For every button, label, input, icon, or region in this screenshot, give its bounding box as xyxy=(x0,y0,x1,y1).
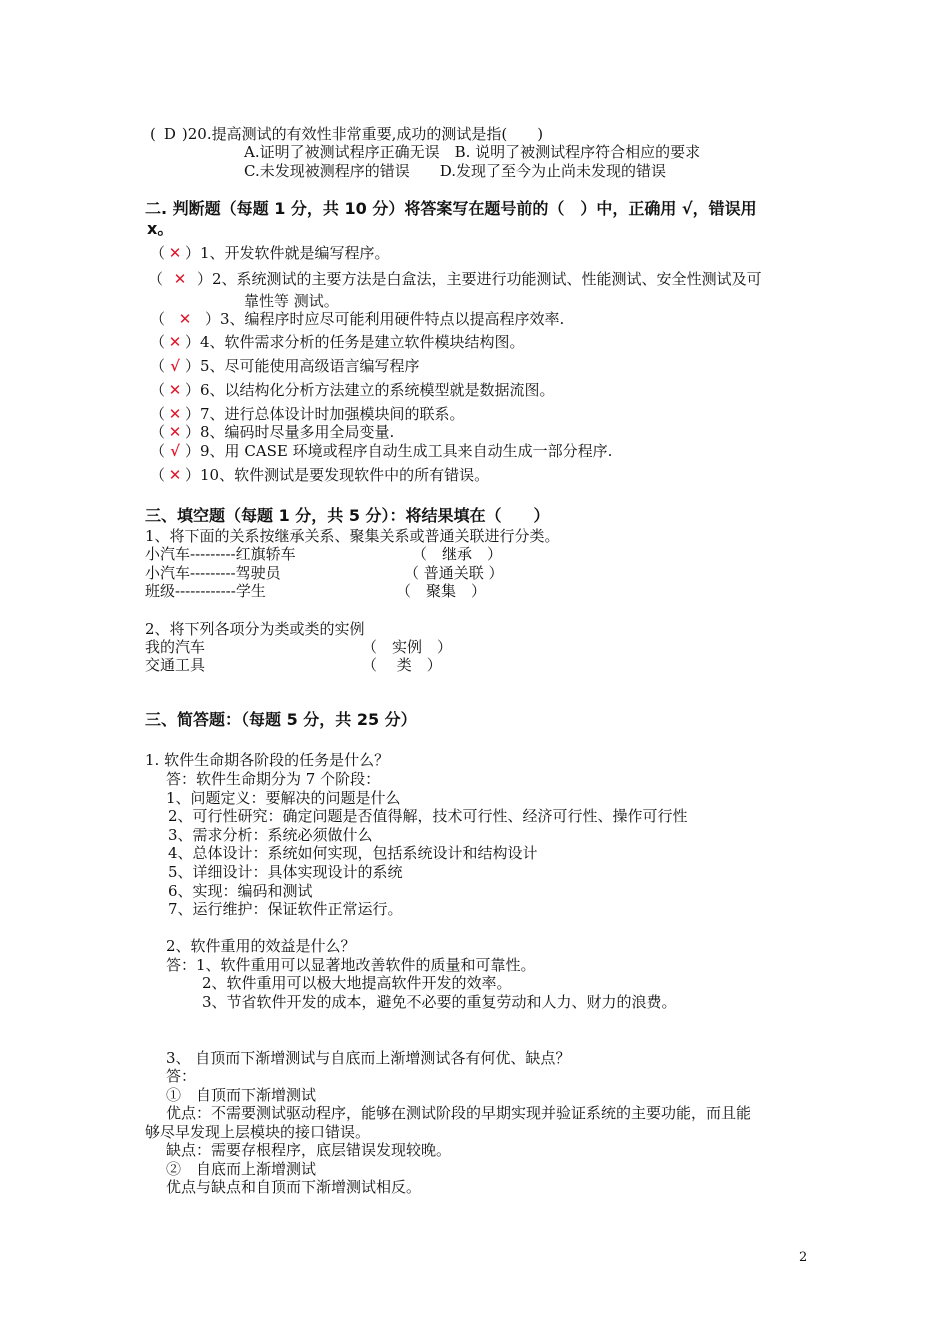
section4-title: 三、简答题：（每题 5 分，共 25 分） xyxy=(145,710,417,729)
short-a3-pro: 优点：不需要测试驱动程序，能够在测试阶段的早期实现并验证系统的主要功能，而且能 xyxy=(166,1104,752,1122)
short-a1-item-1: 1、问题定义：要解决的问题是什么 xyxy=(166,789,401,807)
judge-item-3: （ ✕ ）3、编程序时应尽可能利用硬件特点以提高程序效率. xyxy=(150,310,565,328)
short-a3-pro-cont: 够尽早发现上层模块的接口错误。 xyxy=(145,1123,371,1141)
pair-left-3: 班级------------学生 xyxy=(145,582,266,600)
pair-answer-2: （ 普通关联 ） xyxy=(404,564,504,582)
short-a2-2: 2、软件重用可以极大地提高软件开发的效率。 xyxy=(202,974,512,992)
cross-mark: ✕ xyxy=(168,466,182,484)
judge-item-6: （ ✕ ）6、以结构化分析方法建立的系统模型就是数据流图。 xyxy=(150,381,555,399)
judge-item-10: （ ✕ ）10、软件测试是要发现软件中的所有错误。 xyxy=(150,466,490,484)
cross-mark: ✕ xyxy=(168,333,182,351)
short-q3: 3、 自顶而下渐增测试与自底而上渐增测试各有何优、缺点？ xyxy=(166,1049,571,1067)
short-a3-last: 优点与缺点和自顶而下渐增测试相反。 xyxy=(166,1178,422,1196)
short-a1-item-3: 3、需求分析：系统必须做什么 xyxy=(168,826,373,844)
item2-left-2: 交通工具 xyxy=(145,656,206,674)
short-a1-item-6: 6、实现：编码和测试 xyxy=(168,882,313,900)
short-a2-3: 3、节省软件开发的成本，避免不必要的重复劳动和人力、财力的浪费。 xyxy=(202,993,677,1011)
judge-item-8: （ ✕ ）8、编码时尽量多用全局变量. xyxy=(150,423,395,441)
cross-mark: ✕ xyxy=(173,270,187,288)
judge-item-5: （ √ ）5、尽可能使用高级语言编写程序 xyxy=(150,357,420,375)
item2-left-1: 我的汽车 xyxy=(145,638,206,656)
short-a1-item-4: 4、总体设计：系统如何实现，包括系统设计和结构设计 xyxy=(168,844,538,862)
short-a1-item-7: 7、运行维护：保证软件正常运行。 xyxy=(168,900,403,918)
item2-answer-2: （ 类 ） xyxy=(362,656,442,674)
item2-answer-1: （ 实例 ） xyxy=(362,638,453,656)
short-a3-sub2: ② 自底而上渐增测试 xyxy=(166,1160,317,1178)
short-a1-item-5: 5、详细设计：具体实现设计的系统 xyxy=(168,863,403,881)
check-mark: √ xyxy=(170,442,180,460)
q20-options-cd: C.未发现被测程序的错误 D.发现了至今为止尚未发现的错误 xyxy=(244,162,666,180)
q20-stem: ( D )20.提高测试的有效性非常重要,成功的测试是指( ) xyxy=(150,125,544,143)
pair-answer-3: （ 聚集 ） xyxy=(396,582,487,600)
cross-mark: ✕ xyxy=(168,244,182,262)
short-a1-intro: 答：软件生命期分为 7 个阶段： xyxy=(166,770,381,788)
judge-item-2-cont: 靠性等 测试。 xyxy=(244,292,339,310)
q20-answer: D xyxy=(163,125,176,143)
judge-item-2: （ ✕ ）2、系统测试的主要方法是白盒法，主要进行功能测试、性能测试、安全性测试及可 xyxy=(148,270,762,288)
page-number: 2 xyxy=(799,1250,808,1265)
short-a3-sub1: ① 自顶而下渐增测试 xyxy=(166,1086,317,1104)
section3-title: 三、填空题（每题 1 分，共 5 分）：将结果填在（ ） xyxy=(145,506,550,525)
fill-q2: 2、将下列各项分为类或类的实例 xyxy=(145,620,365,638)
section2-title: 二. 判断题（每题 1 分，共 10 分）将答案写在题号前的（ ）中，正确用 √，错误用 xyxy=(145,199,757,218)
cross-mark: ✕ xyxy=(168,381,182,399)
short-a2-1: 答：1、软件重用可以显著地改善软件的质量和可靠性。 xyxy=(166,956,536,974)
short-a3-con: 缺点：需要存根程序，底层错误发现较晚。 xyxy=(166,1141,452,1159)
pair-left-2: 小汽车---------驾驶员 xyxy=(145,564,281,582)
cross-mark: ✕ xyxy=(178,310,192,328)
check-mark: √ xyxy=(170,357,180,375)
pair-answer-1: （ 继承 ） xyxy=(412,545,503,563)
judge-item-1: （ ✕ ）1、开发软件就是编写程序。 xyxy=(150,244,390,262)
cross-mark: ✕ xyxy=(168,423,182,441)
short-a1-item-2: 2、可行性研究：确定问题是否值得解，技术可行性、经济可行性、操作可行性 xyxy=(168,807,688,825)
cross-mark: ✕ xyxy=(168,405,182,423)
fill-q1: 1、将下面的关系按继承关系、聚集关系或普通关联进行分类。 xyxy=(145,527,560,545)
section2-title-cont: x。 xyxy=(147,219,174,238)
q20-options-ab: A.证明了被测试程序正确无误 B. 说明了被测试程序符合相应的要求 xyxy=(244,143,701,161)
short-q1: 1. 软件生命期各阶段的任务是什么？ xyxy=(145,751,390,769)
judge-item-9: （ √ ）9、用 CASE 环境或程序自动生成工具来自动生成一部分程序. xyxy=(150,442,613,460)
pair-left-1: 小汽车---------红旗轿车 xyxy=(145,545,296,563)
judge-item-7: （ ✕ ）7、进行总体设计时加强模块间的联系。 xyxy=(150,405,465,423)
short-a3-label: 答： xyxy=(166,1067,197,1085)
judge-item-4: （ ✕ ）4、软件需求分析的任务是建立软件模块结构图。 xyxy=(150,333,525,351)
short-q2: 2、软件重用的效益是什么？ xyxy=(166,937,356,955)
